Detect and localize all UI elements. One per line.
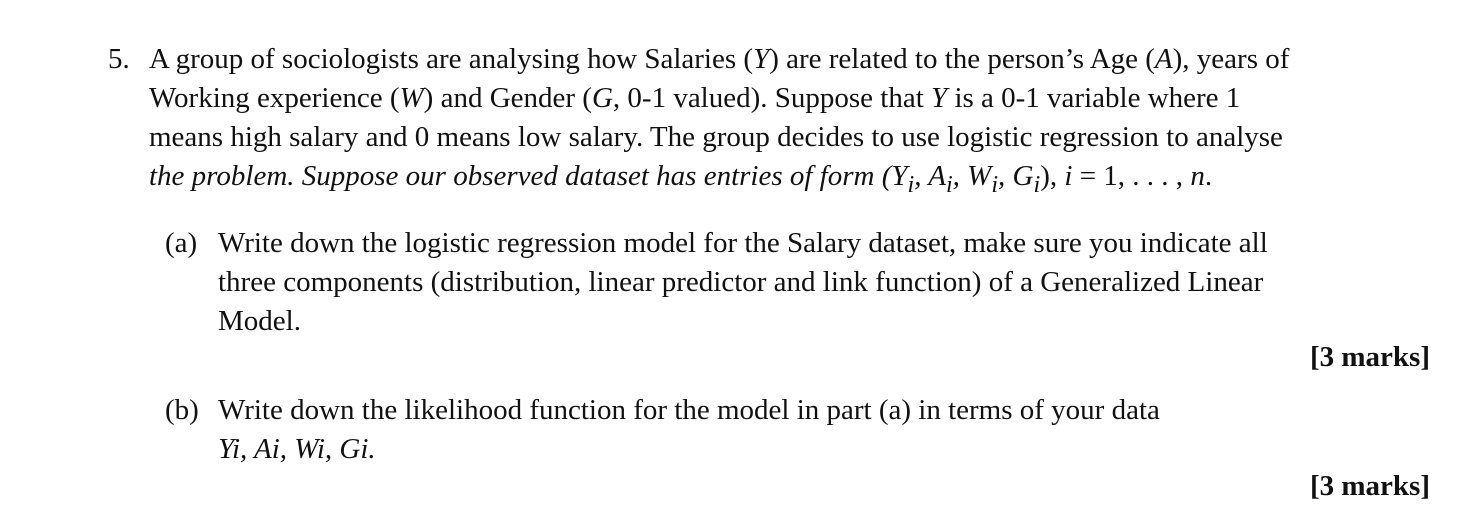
question-number: 5. [108, 43, 130, 75]
stem-line-2: Working experience (W) and Gender (G, 0-1 valued). Suppose that Y is a 0-1 variable where 1 [149, 82, 1241, 114]
part-a-line-3: Model. [218, 305, 301, 337]
part-a-marks: [3 marks] [1309, 341, 1430, 373]
question-stem [149, 40, 1429, 204]
part-b-variables [218, 430, 1160, 469]
stem-line-4: the problem. Suppose our observed dataset has entries of form ($Y_i$, $A_i$, $W_i$, $G_i$), i = 1, . . . , n. [149, 160, 1213, 198]
stem-line-1: A group of sociologists are analysing how Salaries (Y) are related to the person’s Age (A), years of [149, 43, 1290, 75]
part-a-line-1: Write down the logistic regression model for the Salary dataset, make sure you indicate all [218, 227, 1268, 259]
part-b-marks: [3 marks] [1309, 470, 1430, 502]
part-a-text [218, 224, 1268, 341]
part-b-line-1: Write down the likelihood function for the model in part (a) in terms of your data [218, 394, 1160, 426]
part-a-line-2: three components (distribution, linear predictor and link function) of a Generalized Linear [218, 266, 1264, 298]
part-b-variables-text: Yi, Ai, Wi, Gi. [218, 433, 376, 465]
part-b-text [218, 391, 1160, 469]
stem-line-3: means high salary and 0 means low salary. The group decides to use logistic regression to analyse [149, 121, 1283, 153]
part-b-label: (b) [165, 394, 199, 426]
part-a-label: (a) [165, 227, 198, 259]
